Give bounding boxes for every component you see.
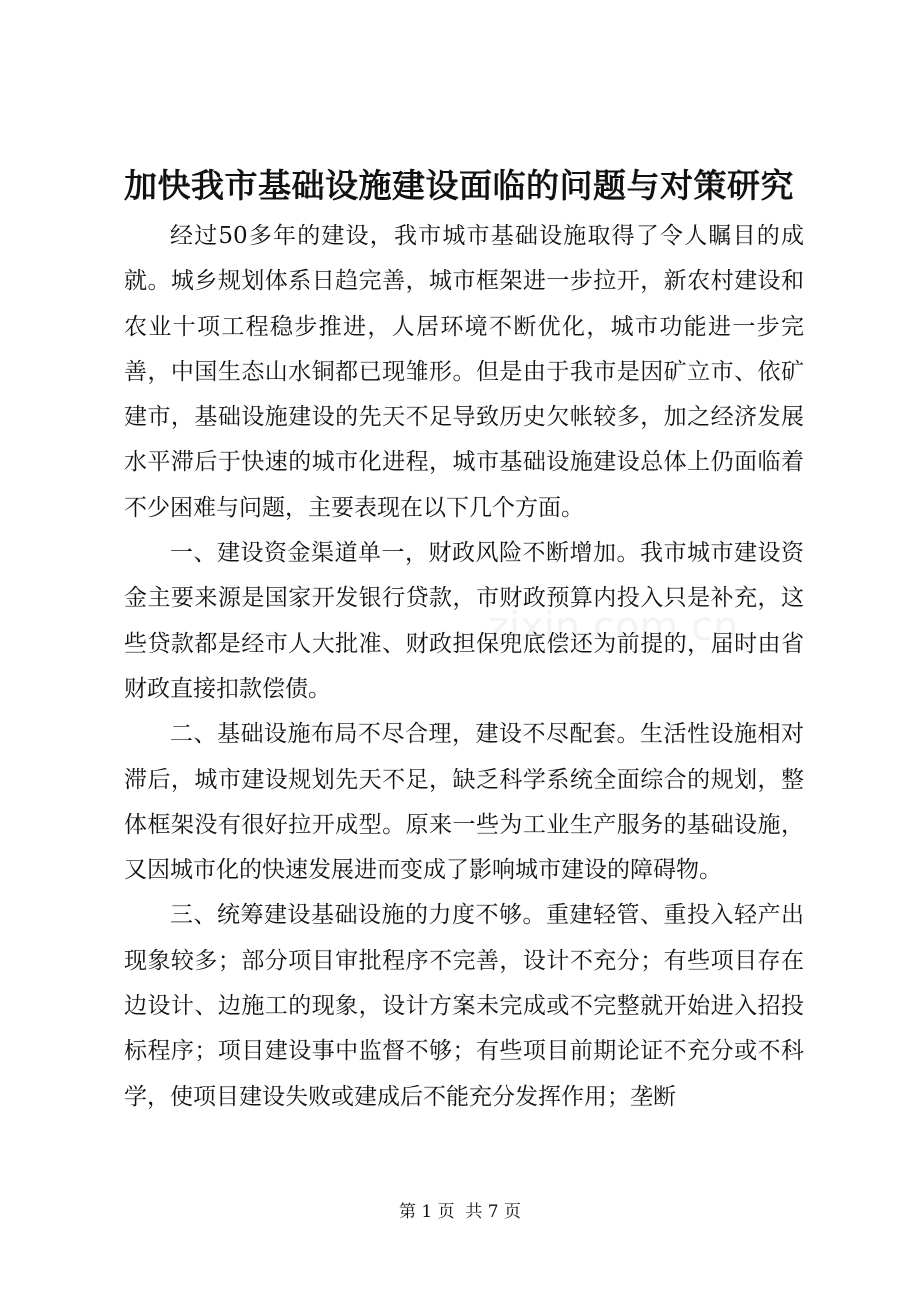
document-body xyxy=(124,214,804,1120)
paragraph-intro: 经过50多年的建设，我市城市基础设施取得了令人瞩目的成就。城乡规划体系日趋完善，城市框架进一步拉开，新农村建设和农业十项工程稳步推进，人居环境不断优化，城市功能进一步完善，中国生态山水铜都已现雏形。但是由于我市是因矿立市、依矿建市，基础设施建设的先天不足导致历史欠帐较多，加之经济发展水平滞后于快速的城市化进程，城市基础设施建设总体上仍面临着不少困难与问题，主要表现在以下几个方面。 xyxy=(124,223,804,521)
page-number-label: 第 1 页 共 7 页 xyxy=(398,1202,522,1222)
paragraph-section-2: 二、基础设施布局不尽合理，建设不尽配套。生活性设施相对滞后，城市建设规划先天不足，缺乏科学系统全面综合的规划，整体框架没有很好拉开成型。原来一些为工业生产服务的基础设施，又因城市化的快速发展进而变成了影响城市建设的障碍物。 xyxy=(124,721,804,884)
page-footer xyxy=(0,1200,920,1224)
document-title: 加快我市基础设施建设面临的问题与对策研究 xyxy=(124,166,794,205)
paragraph-section-3: 三、统筹建设基础设施的力度不够。重建轻管、重投入轻产出现象较多；部分项目审批程序不完善，设计不充分；有些项目存在边设计、边施工的现象，设计方案未完成或不完整就开始进入招投标程序；项目建设事中监督不够；有些项目前期论证不充分或不科学，使项目建设失败或建成后不能充分发挥作用；垄断 xyxy=(124,902,804,1110)
paragraph-section-1: 一、建设资金渠道单一，财政风险不断增加。我市城市建设资金主要来源是国家开发银行贷款，市财政预算内投入只是补充，这些贷款都是经市人大批准、财政担保兜底偿还为前提的，届时由省财政直接扣款偿债。 xyxy=(124,540,804,702)
